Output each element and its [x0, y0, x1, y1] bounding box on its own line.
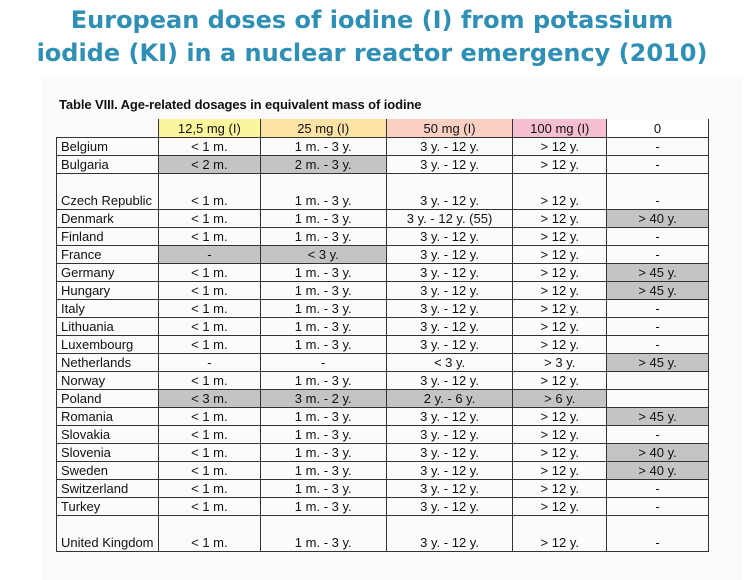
dose-cell-c1: < 1 m.: [158, 336, 260, 354]
dose-cell-c1: < 1 m.: [158, 318, 260, 336]
country-cell: Romania: [57, 408, 159, 426]
dose-cell-c5: -: [607, 246, 709, 264]
dose-cell-c2: 1 m. - 3 y.: [260, 210, 386, 228]
dose-cell-c4: > 12 y.: [513, 246, 607, 264]
table-row: [57, 408, 709, 426]
dose-cell-c2: 1 m. - 3 y.: [260, 336, 386, 354]
dose-cell-c4: > 6 y.: [513, 390, 607, 408]
table-row: [57, 516, 709, 552]
dose-cell-c4: > 12 y.: [513, 318, 607, 336]
dose-cell-c2: 1 m. - 3 y.: [260, 444, 386, 462]
dose-cell-c4: > 12 y.: [513, 300, 607, 318]
dose-cell-c5: > 45 y.: [607, 264, 709, 282]
dose-cell-c5: -: [607, 336, 709, 354]
dose-cell-c5: -: [607, 318, 709, 336]
country-cell: Lithuania: [57, 318, 159, 336]
table-row: [57, 444, 709, 462]
table-row: [57, 372, 709, 390]
dose-cell-c2: 1 m. - 3 y.: [260, 318, 386, 336]
table-row: [57, 426, 709, 444]
table-row: [57, 462, 709, 480]
dose-cell-c2: 1 m. - 3 y.: [260, 372, 386, 390]
dose-cell-c2: 1 m. - 3 y.: [260, 138, 386, 156]
dose-cell-c2: 1 m. - 3 y.: [260, 282, 386, 300]
table-row: [57, 390, 709, 408]
dose-cell-c2: 1 m. - 3 y.: [260, 498, 386, 516]
country-cell: United Kingdom: [57, 516, 159, 552]
dose-cell-c3: 3 y. - 12 y.: [386, 462, 513, 480]
dose-cell-c3: 3 y. - 12 y.: [386, 264, 513, 282]
dose-cell-c4: > 12 y.: [513, 408, 607, 426]
table-row: [57, 228, 709, 246]
dose-cell-c3: 3 y. - 12 y.: [386, 246, 513, 264]
dose-cell-c2: 1 m. - 3 y.: [260, 462, 386, 480]
dose-cell-c1: -: [158, 246, 260, 264]
dose-cell-c5: -: [607, 426, 709, 444]
dose-cell-c1: < 1 m.: [158, 372, 260, 390]
dose-cell-c3: 3 y. - 12 y.: [386, 156, 513, 174]
dose-cell-c2: 3 m. - 2 y.: [260, 390, 386, 408]
dose-cell-c5: > 45 y.: [607, 282, 709, 300]
country-cell: Czech Republic: [57, 174, 159, 210]
dose-cell-c1: < 1 m.: [158, 264, 260, 282]
country-cell: Turkey: [57, 498, 159, 516]
table-row: [57, 138, 709, 156]
table-row: [57, 318, 709, 336]
country-cell: France: [57, 246, 159, 264]
dose-cell-c4: > 12 y.: [513, 174, 607, 210]
dose-cell-c1: -: [158, 354, 260, 372]
dose-cell-c3: 3 y. - 12 y.: [386, 282, 513, 300]
table-caption: Table VIII. Age-related dosages in equivalent mass of iodine: [59, 97, 422, 112]
dose-cell-c3: < 3 y.: [386, 354, 513, 372]
dose-cell-c3: 3 y. - 12 y.: [386, 138, 513, 156]
dose-cell-c3: 3 y. - 12 y.: [386, 498, 513, 516]
dose-cell-c3: 3 y. - 12 y.: [386, 318, 513, 336]
country-cell: Hungary: [57, 282, 159, 300]
dose-cell-c3: 3 y. - 12 y.: [386, 408, 513, 426]
dose-cell-c5: -: [607, 156, 709, 174]
country-cell: Finland: [57, 228, 159, 246]
dose-cell-c3: 2 y. - 6 y.: [386, 390, 513, 408]
table-row: [57, 282, 709, 300]
dose-cell-c4: > 12 y.: [513, 282, 607, 300]
header-50mg: 50 mg (I): [386, 119, 513, 138]
country-cell: Slovenia: [57, 444, 159, 462]
dose-cell-c2: 1 m. - 3 y.: [260, 264, 386, 282]
dose-cell-c3: 3 y. - 12 y.: [386, 480, 513, 498]
country-cell: Sweden: [57, 462, 159, 480]
header-25mg: 25 mg (I): [260, 119, 386, 138]
header-zero: 0: [607, 119, 709, 138]
dose-cell-c4: > 3 y.: [513, 354, 607, 372]
country-cell: Norway: [57, 372, 159, 390]
dose-cell-c1: < 1 m.: [158, 282, 260, 300]
table-row: [57, 156, 709, 174]
dose-cell-c3: 3 y. - 12 y.: [386, 300, 513, 318]
dose-cell-c5: > 40 y.: [607, 210, 709, 228]
dose-cell-c4: > 12 y.: [513, 480, 607, 498]
dose-cell-c5: > 45 y.: [607, 354, 709, 372]
dose-cell-c2: 1 m. - 3 y.: [260, 516, 386, 552]
dose-cell-c3: 3 y. - 12 y.: [386, 372, 513, 390]
dose-cell-c1: < 1 m.: [158, 498, 260, 516]
dose-cell-c5: -: [607, 138, 709, 156]
country-cell: Denmark: [57, 210, 159, 228]
dose-cell-c1: < 1 m.: [158, 462, 260, 480]
dose-cell-c2: -: [260, 354, 386, 372]
dose-cell-c1: < 1 m.: [158, 138, 260, 156]
dose-cell-c2: 1 m. - 3 y.: [260, 408, 386, 426]
dose-cell-c1: < 1 m.: [158, 408, 260, 426]
country-cell: Germany: [57, 264, 159, 282]
dose-cell-c5: -: [607, 228, 709, 246]
dose-cell-c3: 3 y. - 12 y.: [386, 444, 513, 462]
dose-cell-c1: < 1 m.: [158, 516, 260, 552]
dosage-table: [56, 119, 709, 552]
dose-cell-c5: -: [607, 300, 709, 318]
country-cell: Luxembourg: [57, 336, 159, 354]
dose-cell-c5: > 40 y.: [607, 462, 709, 480]
dose-cell-c3: 3 y. - 12 y.: [386, 336, 513, 354]
dose-cell-c5: > 45 y.: [607, 408, 709, 426]
dose-cell-c1: < 1 m.: [158, 228, 260, 246]
dose-cell-c4: > 12 y.: [513, 462, 607, 480]
dose-cell-c4: > 12 y.: [513, 138, 607, 156]
dose-cell-c3: 3 y. - 12 y.: [386, 228, 513, 246]
table-row: [57, 264, 709, 282]
dose-cell-c1: < 3 m.: [158, 390, 260, 408]
dose-cell-c4: > 12 y.: [513, 228, 607, 246]
dose-cell-c2: 1 m. - 3 y.: [260, 228, 386, 246]
dose-cell-c5: -: [607, 516, 709, 552]
dose-cell-c1: < 1 m.: [158, 444, 260, 462]
country-cell: Bulgaria: [57, 156, 159, 174]
country-cell: Poland: [57, 390, 159, 408]
dose-cell-c5: -: [607, 498, 709, 516]
country-cell: Italy: [57, 300, 159, 318]
dose-cell-c4: > 12 y.: [513, 156, 607, 174]
dose-cell-c2: 1 m. - 3 y.: [260, 426, 386, 444]
title-line-1: European doses of iodine (I) from potassium: [70, 6, 674, 34]
dose-cell-c2: 1 m. - 3 y.: [260, 300, 386, 318]
table-row: [57, 246, 709, 264]
header-country: [57, 119, 159, 138]
table-row: [57, 300, 709, 318]
dose-cell-c5: [607, 390, 709, 408]
dose-cell-c5: > 40 y.: [607, 444, 709, 462]
table-row: [57, 174, 709, 210]
dose-cell-c2: < 3 y.: [260, 246, 386, 264]
dose-cell-c4: > 12 y.: [513, 426, 607, 444]
dose-cell-c5: [607, 372, 709, 390]
dose-cell-c5: -: [607, 480, 709, 498]
table-row: [57, 210, 709, 228]
dose-cell-c2: 1 m. - 3 y.: [260, 174, 386, 210]
title-line-2: iodide (KI) in a nuclear reactor emergency (2010): [36, 39, 708, 67]
dose-cell-c2: 2 m. - 3 y.: [260, 156, 386, 174]
dose-cell-c1: < 1 m.: [158, 300, 260, 318]
dose-cell-c4: > 12 y.: [513, 516, 607, 552]
dose-cell-c1: < 1 m.: [158, 174, 260, 210]
page-title: [0, 0, 744, 70]
dose-cell-c5: -: [607, 174, 709, 210]
table-row: [57, 354, 709, 372]
dose-cell-c4: > 12 y.: [513, 444, 607, 462]
country-cell: Belgium: [57, 138, 159, 156]
dose-cell-c1: < 1 m.: [158, 480, 260, 498]
dose-cell-c4: > 12 y.: [513, 498, 607, 516]
header-100mg: 100 mg (I): [513, 119, 607, 138]
table-row: [57, 498, 709, 516]
country-cell: Switzerland: [57, 480, 159, 498]
dose-cell-c3: 3 y. - 12 y.: [386, 174, 513, 210]
dose-cell-c4: > 12 y.: [513, 264, 607, 282]
country-cell: Netherlands: [57, 354, 159, 372]
dose-cell-c1: < 1 m.: [158, 210, 260, 228]
dose-cell-c3: 3 y. - 12 y. (55): [386, 210, 513, 228]
dose-cell-c4: > 12 y.: [513, 336, 607, 354]
dose-cell-c1: < 1 m.: [158, 426, 260, 444]
dose-cell-c1: < 2 m.: [158, 156, 260, 174]
dose-cell-c3: 3 y. - 12 y.: [386, 516, 513, 552]
country-cell: Slovakia: [57, 426, 159, 444]
header-12-5mg: 12,5 mg (I): [158, 119, 260, 138]
dose-cell-c4: > 12 y.: [513, 372, 607, 390]
table-header-row: [57, 119, 709, 138]
dose-cell-c2: 1 m. - 3 y.: [260, 480, 386, 498]
dose-cell-c3: 3 y. - 12 y.: [386, 426, 513, 444]
dose-cell-c4: > 12 y.: [513, 210, 607, 228]
table-row: [57, 480, 709, 498]
table-row: [57, 336, 709, 354]
